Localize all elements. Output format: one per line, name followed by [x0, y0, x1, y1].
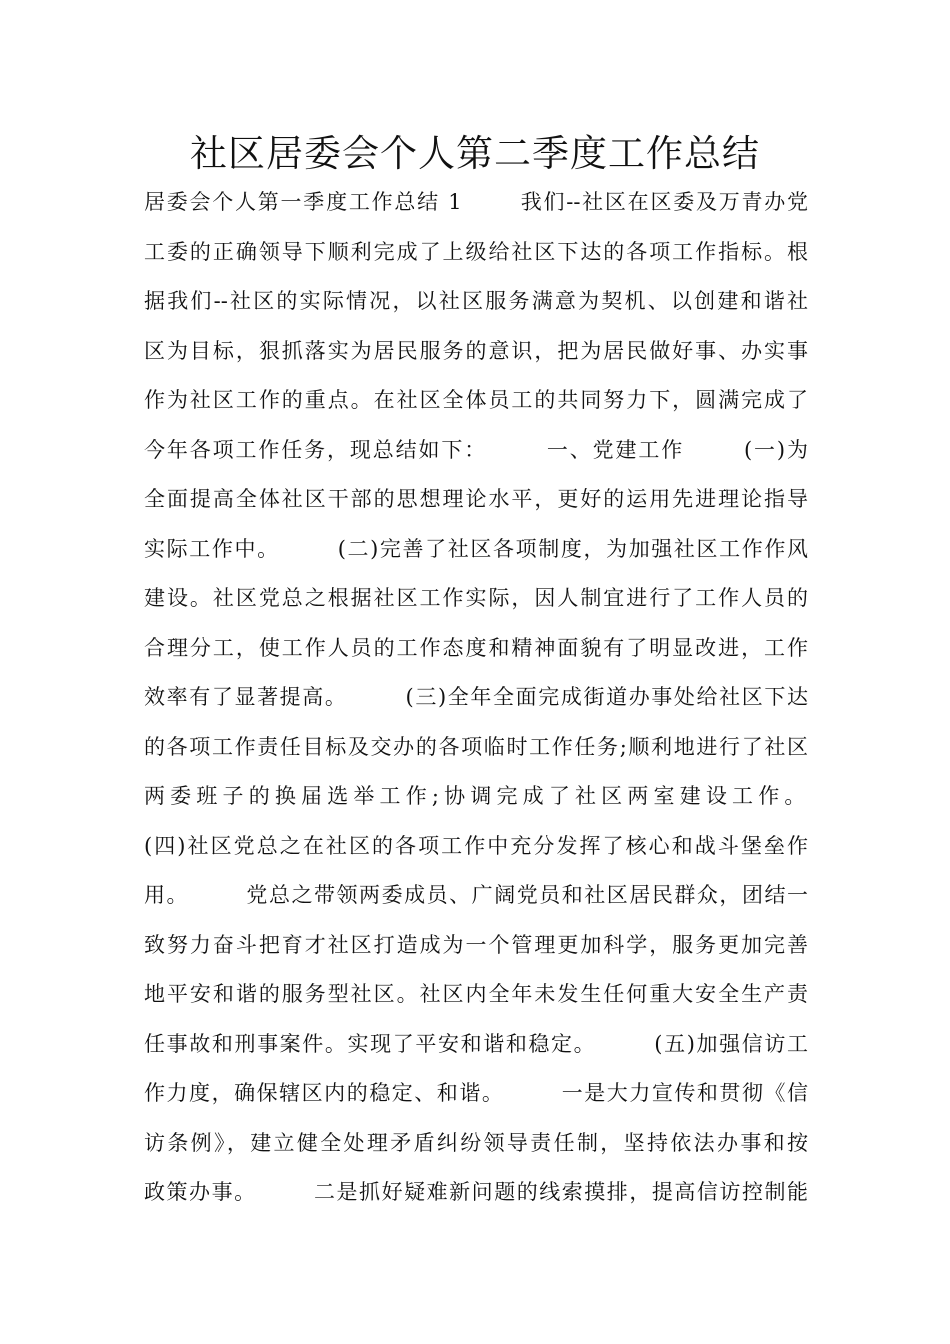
body-line: 居委会个人第一季度工作总结 1 我们--社区在区委及万青办党 — [144, 190, 808, 214]
body-line: 用。 党总之带领两委成员、广阔党员和社区居民群众，团结一 — [144, 883, 808, 907]
body-line: 作力度，确保辖区内的稳定、和谐。 一是大力宣传和贯彻《信 — [144, 1081, 808, 1105]
body-line: 实际工作中。 (二)完善了社区各项制度，为加强社区工作作风 — [144, 536, 808, 561]
body-line: 地平安和谐的服务型社区。社区内全年未发生任何重大安全生产责 — [144, 982, 808, 1006]
body-line: 据我们--社区的实际情况，以社区服务满意为契机、以创建和谐社 — [144, 289, 808, 313]
body-line: 全面提高全体社区干部的思想理论水平，更好的运用先进理论指导 — [144, 487, 808, 511]
document-body — [144, 178, 808, 1218]
body-line: 的各项工作责任目标及交办的各项临时工作任务;顺利地进行了社区 — [144, 734, 808, 759]
body-line: 访条例》，建立健全处理矛盾纠纷领导责任制，坚持依法办事和按 — [144, 1130, 808, 1155]
body-line: 今年各项工作任务，现总结如下： 一、党建工作 (一)为 — [144, 437, 808, 462]
body-line: 政策办事。 二是抓好疑难新问题的线索摸排，提高信访控制能 — [144, 1180, 808, 1204]
body-line: 建设。社区党总之根据社区工作实际，因人制宜进行了工作人员的 — [144, 586, 808, 610]
body-line: 两委班子的换届选举工作;协调完成了社区两室建设工作。 — [144, 784, 808, 808]
body-line: 工委的正确领导下顺利完成了上级给社区下达的各项工作指标。根 — [144, 239, 808, 264]
body-line: 区为目标，狠抓落实为居民服务的意识，把为居民做好事、办实事 — [144, 338, 808, 363]
body-line: 致努力奋斗把育才社区打造成为一个管理更加科学，服务更加完善 — [144, 932, 808, 957]
body-line: 效率有了显著提高。 (三)全年全面完成街道办事处给社区下达 — [144, 685, 808, 709]
document-title: 社区居委会个人第二季度工作总结 — [190, 132, 760, 175]
body-line: 合理分工，使工作人员的工作态度和精神面貌有了明显改进，工作 — [144, 635, 808, 660]
body-line: 任事故和刑事案件。实现了平安和谐和稳定。 (五)加强信访工 — [144, 1031, 808, 1056]
body-line: 作为社区工作的重点。在社区全体员工的共同努力下，圆满完成了 — [144, 388, 808, 412]
body-line: (四)社区党总之在社区的各项工作中充分发挥了核心和战斗堡垒作 — [144, 833, 808, 858]
